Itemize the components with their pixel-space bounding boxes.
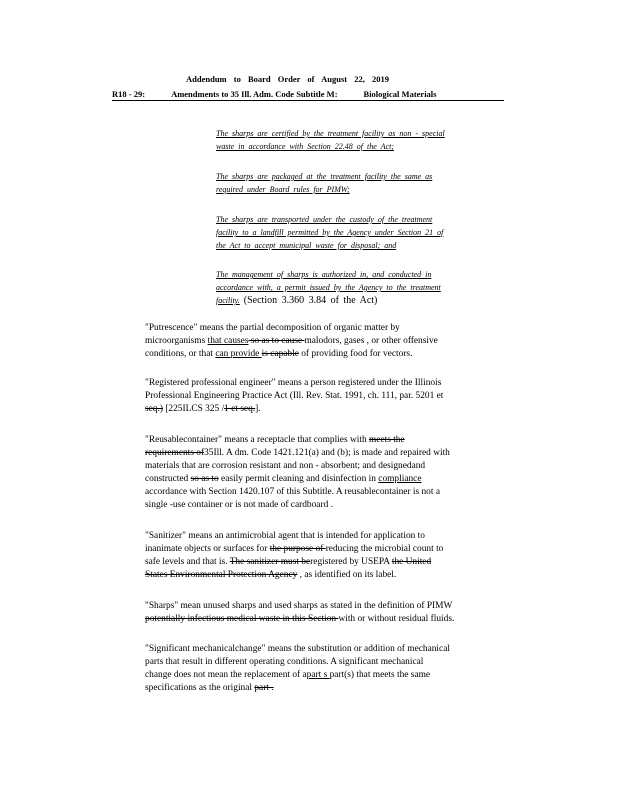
header-subtitle <box>112 89 504 101</box>
sharps-condition-1: The sharps are certified by the treatment facility as non - special waste in accordance with Section 22.48 of the Act; <box>216 129 445 151</box>
header-docket: R18 - 29: <box>112 89 146 99</box>
statutory-citation: (Section 3.360 3.84 of the Act) <box>243 295 378 306</box>
header-title: Addendum to Board Order of August 22, 2019 <box>186 74 389 84</box>
definition-sanitizer: "Sanitizer" means an antimicrobial agent that is intended for application to inanimate objects or surfaces for the purpose of reducing the microbial count to safe levels and that is. The sanitizer must beregistered by USEPA the United States Environmental Protection Agency , as identified on its label. <box>145 531 444 580</box>
definition-putrescence: "Putrescence" means the partial decomposition of organic matter by microorganisms that causes so as to cause malodors, gases , or other offensive conditions, or that can provide is capable of providing food for vectors. <box>145 323 438 359</box>
header-subject: Biological Materials <box>363 89 437 99</box>
sharps-condition-4: The management of sharps is authorized in, and conducted in accordance with, a permit issued by the Agency to the treatment facility. (Section 3.360 3.84 of the Act) <box>216 270 441 306</box>
header-amendments: Amendments to 35 Ill. Adm. Code Subtitle M: <box>171 89 338 99</box>
definition-significant-change: "Significant mechanicalchange" means the substitution or addition of mechanical parts that result in different operating conditions. A significant mechanical change does not mean the replacement of apart s part(s) that meets the same specifications as the original part . <box>145 644 450 693</box>
definition-reusable-container: "Reusablecontainer" means a receptacle that complies with meets the requirements of35Ill. A dm. Code 1421.121(a) and (b); is made and repaired with materials that are corrosion resistant and non - absorbent; and designedand constructed so as to easily permit cleaning and disinfection in compliance accordance with Section 1420.107 of this Subtitle. A reusablecontainer is not a single -use container or is not made of cardboard . <box>145 435 450 510</box>
definition-registered-engineer: "Registered professional engineer" means a person registered under the Illinois Professional Engineering Practice Act (Ill. Rev. Stat. 1991, ch. 111, par. 5201 et seq.) [225ILCS 325 /1 et seq.]. <box>145 378 444 414</box>
definition-sharps: "Sharps" mean unused sharps and used sharps as stated in the definition of PIMW potentially infectious medical waste in this Section with or without residual fluids. <box>145 601 455 624</box>
sharps-condition-3: The sharps are transported under the custody of the treatment facility to a landfill permitted by the Agency under Section 21 of the Act to accept municipal waste for disposal; and <box>216 215 444 250</box>
sharps-condition-2: The sharps are packaged at the treatment facility the same as required under Board rules for PIMW; <box>216 172 433 194</box>
